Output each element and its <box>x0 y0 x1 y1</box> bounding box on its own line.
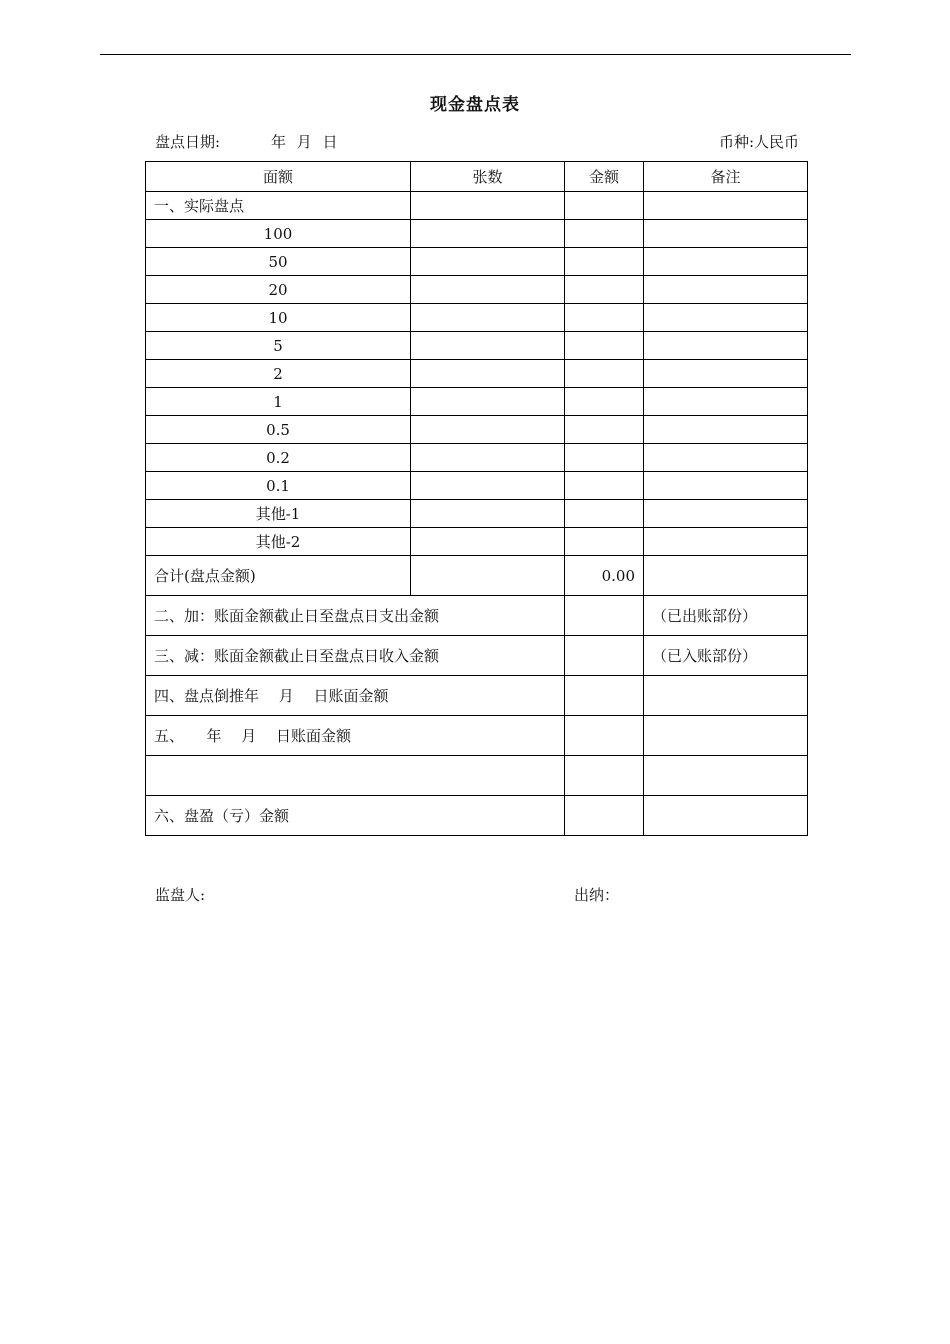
amount-cell[interactable] <box>565 248 644 276</box>
remarks-cell[interactable] <box>644 444 808 472</box>
amount-cell[interactable] <box>565 796 644 836</box>
currency-label: 币种:人民币 <box>718 133 799 151</box>
amount-cell[interactable] <box>565 472 644 500</box>
cashier-label: 出纳： <box>574 886 620 904</box>
denomination-cell: 50 <box>146 248 411 276</box>
header-quantity: 张数 <box>411 162 565 192</box>
denomination-cell: 100 <box>146 220 411 248</box>
amount-cell[interactable] <box>565 416 644 444</box>
total-label: 合计(盘点金额) <box>146 556 411 596</box>
document-title: 现金盘点表 <box>430 95 520 115</box>
denomination-cell: 0.2 <box>146 444 411 472</box>
subtract-note: （已入账部份） <box>644 636 808 676</box>
remarks-cell[interactable] <box>644 528 808 556</box>
table-row <box>146 304 808 332</box>
add-row <box>146 596 808 636</box>
table-row <box>146 416 808 444</box>
amount-cell[interactable] <box>565 220 644 248</box>
backcalc-row <box>146 676 808 716</box>
table-row <box>146 500 808 528</box>
denomination-cell: 10 <box>146 304 411 332</box>
remarks-cell[interactable] <box>644 796 808 836</box>
table-row <box>146 444 808 472</box>
remarks-cell[interactable] <box>644 716 808 756</box>
table-row <box>146 360 808 388</box>
count-date-fields: 年 月 日 <box>271 133 338 151</box>
denomination-cell: 其他-1 <box>146 500 411 528</box>
signature-row <box>155 884 799 904</box>
remarks-cell[interactable] <box>644 220 808 248</box>
amount-cell[interactable] <box>565 304 644 332</box>
blank-label[interactable] <box>146 756 565 796</box>
quantity-cell[interactable] <box>411 220 565 248</box>
table-row <box>146 472 808 500</box>
section-actual-count-label: 一、实际盘点 <box>146 192 411 220</box>
section-actual-count-row <box>146 192 808 220</box>
amount-cell[interactable] <box>565 716 644 756</box>
book-balance-row <box>146 716 808 756</box>
total-amount[interactable]: 0.00 <box>565 556 644 596</box>
header-amount: 金额 <box>565 162 644 192</box>
remarks-cell[interactable] <box>644 360 808 388</box>
denomination-cell: 5 <box>146 332 411 360</box>
table-row <box>146 276 808 304</box>
subtract-label: 三、减：账面金额截止日至盘点日收入金额 <box>146 636 565 676</box>
remarks-cell[interactable] <box>644 416 808 444</box>
remarks-cell[interactable] <box>644 304 808 332</box>
amount-cell[interactable] <box>565 676 644 716</box>
table-row <box>146 332 808 360</box>
blank-row <box>146 756 808 796</box>
amount-cell[interactable] <box>565 528 644 556</box>
denomination-cell: 0.1 <box>146 472 411 500</box>
amount-cell[interactable] <box>565 756 644 796</box>
amount-cell[interactable] <box>565 636 644 676</box>
quantity-cell[interactable] <box>411 192 565 220</box>
quantity-cell[interactable] <box>411 388 565 416</box>
total-row <box>146 556 808 596</box>
remarks-cell[interactable] <box>644 248 808 276</box>
denomination-cell: 0.5 <box>146 416 411 444</box>
remarks-cell[interactable] <box>644 472 808 500</box>
denomination-cell: 2 <box>146 360 411 388</box>
count-date-label: 盘点日期: <box>155 133 221 151</box>
remarks-cell[interactable] <box>644 192 808 220</box>
subtract-row <box>146 636 808 676</box>
quantity-cell[interactable] <box>411 276 565 304</box>
remarks-cell[interactable] <box>644 556 808 596</box>
book-balance-label: 五、 年 月 日账面金额 <box>146 716 565 756</box>
surplus-label: 六、盘盈（亏）金额 <box>146 796 565 836</box>
quantity-cell[interactable] <box>411 248 565 276</box>
quantity-cell[interactable] <box>411 332 565 360</box>
header-remarks: 备注 <box>644 162 808 192</box>
remarks-cell[interactable] <box>644 500 808 528</box>
supervisor-label: 监盘人: <box>155 886 206 904</box>
table-row <box>146 388 808 416</box>
table-row <box>146 528 808 556</box>
meta-row <box>155 131 799 151</box>
header-denomination: 面额 <box>146 162 411 192</box>
amount-cell[interactable] <box>565 444 644 472</box>
add-note: （已出账部份） <box>644 596 808 636</box>
quantity-cell[interactable] <box>411 500 565 528</box>
table-row <box>146 248 808 276</box>
amount-cell[interactable] <box>565 360 644 388</box>
quantity-cell[interactable] <box>411 556 565 596</box>
amount-cell[interactable] <box>565 500 644 528</box>
quantity-cell[interactable] <box>411 528 565 556</box>
header-rule <box>100 54 851 55</box>
remarks-cell[interactable] <box>644 676 808 716</box>
amount-cell[interactable] <box>565 276 644 304</box>
denomination-cell: 1 <box>146 388 411 416</box>
quantity-cell[interactable] <box>411 444 565 472</box>
remarks-cell[interactable] <box>644 276 808 304</box>
quantity-cell[interactable] <box>411 360 565 388</box>
amount-cell[interactable] <box>565 192 644 220</box>
amount-cell[interactable] <box>565 596 644 636</box>
remarks-cell[interactable] <box>644 756 808 796</box>
table-row <box>146 220 808 248</box>
quantity-cell[interactable] <box>411 416 565 444</box>
quantity-cell[interactable] <box>411 304 565 332</box>
denomination-cell: 其他-2 <box>146 528 411 556</box>
surplus-row <box>146 796 808 836</box>
amount-cell[interactable] <box>565 388 644 416</box>
remarks-cell[interactable] <box>644 332 808 360</box>
add-label: 二、加：账面金额截止日至盘点日支出金额 <box>146 596 565 636</box>
remarks-cell[interactable] <box>644 388 808 416</box>
table-header-row <box>146 162 808 192</box>
cash-count-table <box>145 161 808 836</box>
backcalc-label: 四、盘点倒推年 月 日账面金额 <box>146 676 565 716</box>
amount-cell[interactable] <box>565 332 644 360</box>
quantity-cell[interactable] <box>411 472 565 500</box>
denomination-cell: 20 <box>146 276 411 304</box>
